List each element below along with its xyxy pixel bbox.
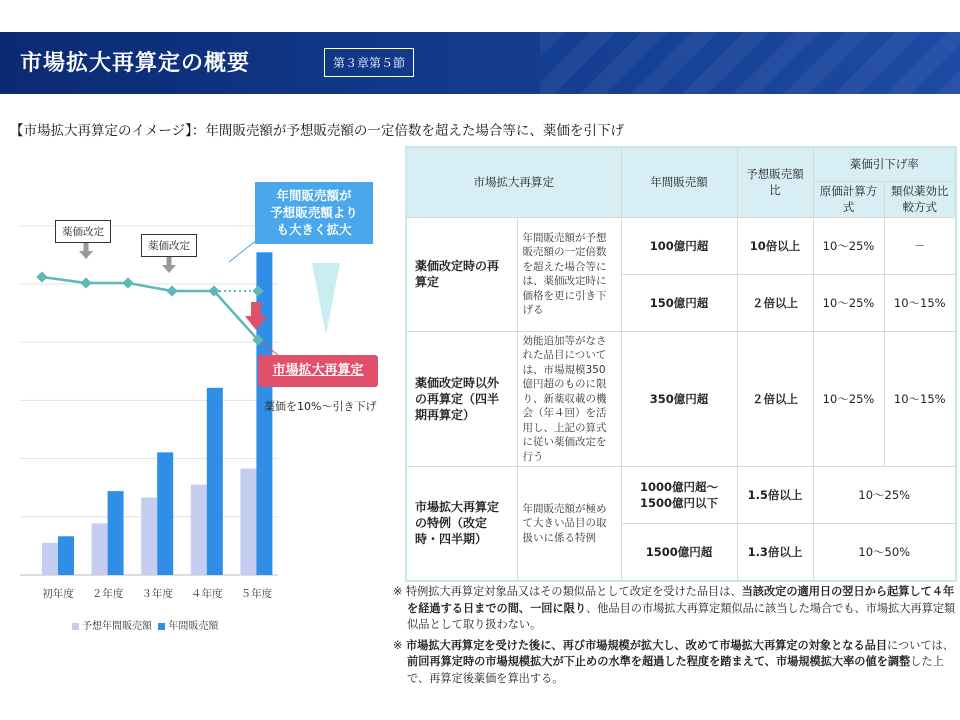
row3b-sales: 1500億円超 (621, 524, 737, 581)
header-recalc: 市場拡大再算定 (406, 147, 621, 217)
price-revision-label-1: 薬価改定 (55, 220, 111, 243)
section-subtitle: 【市場拡大再算定のイメージ】：年間販売額が予想販売額の一定倍数を超えた場合等に、薬価を引下げ (10, 123, 624, 139)
row1a-similar: － (884, 217, 956, 274)
row3b-ratio: 1.3倍以上 (737, 524, 813, 581)
revision-arrow-head-1 (79, 251, 93, 259)
revision-arrow-stem-1 (84, 242, 89, 251)
price-point-1 (36, 271, 47, 282)
x-tick-label-5: ５年度 (240, 588, 273, 600)
note2-text-c: 前回再算定時の市場規模拡大が下止めの水準を超過した程度を踏まえて、市場規模拡大率の値を調整 (407, 655, 911, 668)
row3-desc: 年間販売額が極めて大きい品目の取扱いに係る特例 (517, 467, 621, 581)
revision-arrow-stem-2 (167, 256, 172, 265)
row3a-rate: 10～25% (813, 467, 956, 524)
legend-label-predicted: 予想年間販売額 (82, 621, 152, 632)
bar-predicted-5 (240, 469, 256, 576)
bar-actual-3 (157, 452, 173, 575)
note1-text-c: 、他品目の市場拡大再算定類似品に該当した場合でも、市場拡大再算定類似品として取り扱わない。 (407, 601, 956, 631)
row2-cost: 10～25% (813, 331, 884, 467)
row2-desc: 効能追加等がなされた品目については、市場規模350億円超のものに限り、新薬収載の機会（年４回）を活用し、上記の算式に従い薬価改定を行う (517, 331, 621, 467)
row1a-cost: 10～25% (813, 217, 884, 274)
row2-sales: 350億円超 (621, 331, 737, 467)
footnote-2 (393, 638, 958, 688)
header-cost-method: 原価計算方式 (813, 181, 884, 217)
note1-text-b: 当該改定の適用日の翌日から起算して４年を経過する日までの間、一回に限り (407, 585, 955, 615)
row3b-rate: 10～50% (813, 524, 956, 581)
chart-legend (72, 617, 218, 632)
row1b-ratio: ２倍以上 (737, 274, 813, 331)
price-revision-label-2: 薬価改定 (141, 234, 197, 257)
sales-expansion-callout (255, 182, 373, 244)
legend-swatch-predicted (72, 623, 79, 630)
row3-title: 市場拡大再算定の特例（改定時・四半期） (406, 467, 517, 581)
x-tick-label-4: ４年度 (191, 588, 223, 600)
row1b-cost: 10～25% (813, 274, 884, 331)
row1b-sales: 150億円超 (621, 274, 737, 331)
footnotes (393, 584, 958, 691)
footnote-1 (393, 584, 958, 634)
down-triangle-icon (312, 263, 340, 335)
callout-line-1: 年間販売額が (276, 188, 352, 203)
bar-actual-4 (207, 388, 223, 575)
red-arrow-stem (251, 302, 261, 316)
row1a-sales: 100億円超 (621, 217, 737, 274)
x-tick-label-2: ２年度 (91, 588, 124, 600)
header-similar-method: 類似薬効比較方式 (884, 181, 956, 217)
row3a-ratio: 1.5倍以上 (737, 467, 813, 524)
row1a-ratio: 10倍以上 (737, 217, 813, 274)
row2-ratio: ２倍以上 (737, 331, 813, 467)
revision-arrow-head-2 (162, 265, 176, 273)
price-point-3 (122, 277, 133, 288)
header-sales: 年間販売額 (621, 147, 737, 217)
note2-text-a: 市場拡大再算定を受けた後に、再び市場規模が拡大し、改めて市場拡大再算定の対象となる品目 (405, 638, 888, 652)
header-banner (0, 32, 960, 94)
note1-text-a: 特例拡大再算定対象品又はその類似品として改定を受けた品目は、 (405, 585, 742, 598)
bar-predicted-3 (141, 498, 157, 575)
bar-predicted-2 (92, 523, 108, 575)
row2-similar: 10～15% (884, 331, 956, 467)
row1-title: 薬価改定時の再算定 (406, 217, 517, 331)
callout-line-3: も大きく拡大 (276, 222, 352, 237)
price-cut-note: 薬価を10%～引き下げ (264, 400, 377, 413)
bar-predicted-1 (42, 543, 58, 575)
header-cut-rate: 薬価引下げ率 (813, 147, 956, 181)
bar-actual-2 (108, 491, 124, 575)
callout-line-2: 予想販売額より (270, 205, 358, 220)
row2-title: 薬価改定時以外の再算定（四半期再算定） (406, 331, 517, 467)
note2-text-b: については、 (887, 638, 954, 652)
legend-swatch-actual (158, 623, 165, 630)
x-tick-label-3: ３年度 (141, 588, 173, 600)
recalculation-table (405, 146, 957, 582)
bar-predicted-4 (191, 485, 207, 575)
chapter-tag: 第３章第５節 (324, 48, 414, 77)
note2-text-d: した上で、再算定後薬価を算出する。 (407, 655, 944, 685)
bar-actual-1 (58, 536, 74, 575)
note-mark: ※ (393, 638, 403, 652)
row1-desc: 年間販売額が予想販売額の一定倍数を超えた場合等には、薬価改定時に価格を更に引き下げる (517, 217, 621, 331)
x-tick-label-1: 初年度 (42, 588, 74, 600)
header-ratio-text: 予想販売額比 (746, 167, 804, 198)
row1b-similar: 10～15% (884, 274, 956, 331)
row3a-sales: 1000億円超～1500億円以下 (621, 467, 737, 524)
note-mark: ※ (393, 585, 403, 598)
market-expansion-label: 市場拡大再算定 (258, 355, 378, 387)
price-point-2 (80, 277, 91, 288)
header-ratio (737, 147, 813, 217)
legend-label-actual: 年間販売額 (168, 621, 219, 632)
price-point-4 (166, 285, 177, 296)
page-title: 市場拡大再算定の概要 (20, 51, 251, 76)
